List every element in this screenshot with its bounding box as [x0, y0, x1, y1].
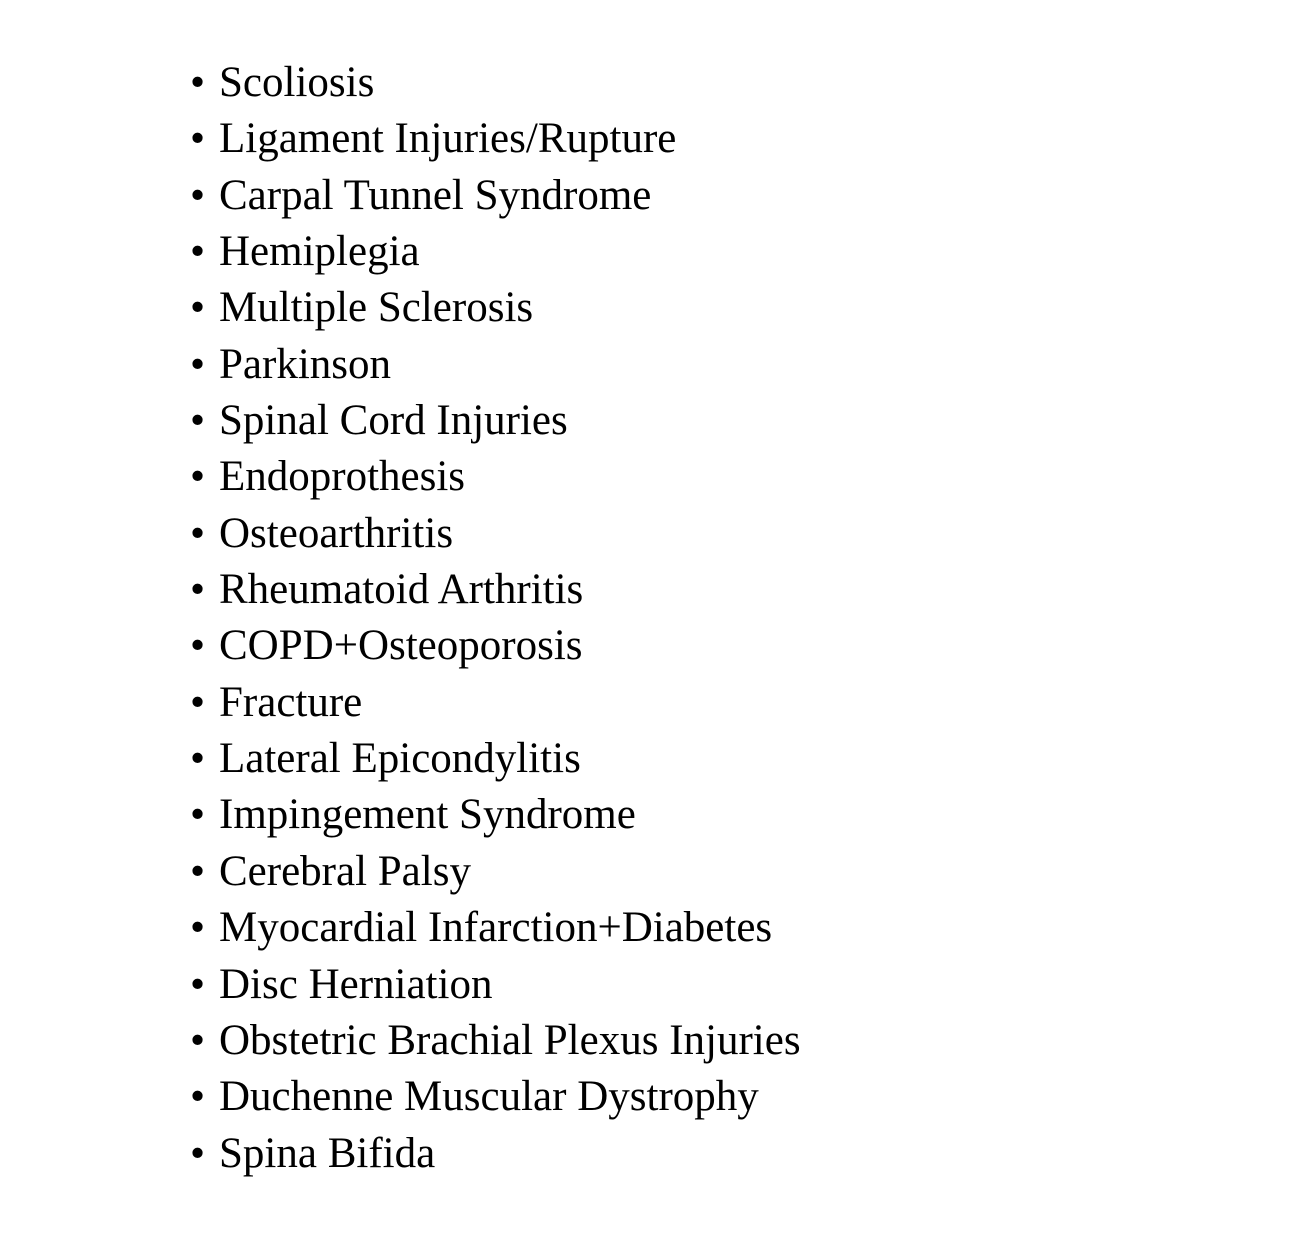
bullet-icon: • [190, 59, 206, 106]
list-item [190, 1013, 801, 1069]
list-item-label: Cerebral Palsy [219, 847, 471, 895]
list-item [190, 55, 801, 111]
list-item [190, 900, 801, 956]
list-item [190, 111, 801, 167]
bullet-icon: • [190, 960, 206, 1008]
list-item-label: Fracture [219, 678, 363, 726]
bullet-icon: • [190, 1129, 206, 1177]
bullet-icon: • [190, 622, 206, 670]
list-item [190, 731, 801, 787]
list-item [190, 393, 801, 449]
list-item [190, 224, 801, 280]
list-item-label: COPD+Osteoporosis [219, 622, 583, 670]
bullet-icon: • [190, 115, 206, 163]
list-item-label: Disc Herniation [219, 960, 493, 1008]
bullet-icon: • [190, 340, 206, 388]
list-item [190, 168, 801, 224]
list-item [190, 618, 801, 674]
bullet-icon: • [190, 284, 206, 332]
list-item-label: Spinal Cord Injuries [219, 397, 568, 445]
list-item [190, 280, 801, 336]
list-item [190, 844, 801, 900]
bullet-icon: • [190, 509, 206, 557]
list-item-label: Myocardial Infarction+Diabetes [219, 904, 773, 952]
bullet-icon: • [190, 1073, 206, 1121]
list-item-label: Endoprothesis [219, 453, 466, 501]
bullet-icon: • [190, 791, 206, 839]
list-item-label: Spina Bifida [219, 1129, 436, 1177]
list-item-label: Obstetric Brachial Plexus Injuries [219, 1016, 801, 1064]
list-item-label: Lateral Epicondylitis [219, 735, 581, 783]
list-item-label: Parkinson [219, 340, 391, 388]
conditions-list [190, 55, 801, 1182]
list-item [190, 1069, 801, 1125]
bullet-icon: • [190, 566, 206, 614]
list-item-label: Carpal Tunnel Syndrome [219, 171, 652, 219]
list-item [190, 506, 801, 562]
list-item-label: Impingement Syndrome [219, 791, 636, 839]
bullet-icon: • [190, 228, 206, 276]
list-item-label: Osteoarthritis [219, 509, 454, 557]
bullet-icon: • [190, 678, 206, 726]
list-item-label: Duchenne Muscular Dystrophy [219, 1073, 759, 1121]
list-item-label: Scoliosis [219, 59, 375, 106]
list-item [190, 787, 801, 843]
bullet-icon: • [190, 453, 206, 501]
bullet-icon: • [190, 397, 206, 445]
list-item [190, 1126, 801, 1182]
list-item-label: Multiple Sclerosis [219, 284, 534, 332]
list-item [190, 675, 801, 731]
list-item-label: Hemiplegia [219, 228, 420, 276]
list-item [190, 957, 801, 1013]
bullet-icon: • [190, 904, 206, 952]
list-item [190, 337, 801, 393]
list-item-label: Rheumatoid Arthritis [219, 566, 584, 614]
bullet-icon: • [190, 171, 206, 219]
bullet-icon: • [190, 1016, 206, 1064]
list-item [190, 449, 801, 505]
list-item-label: Ligament Injuries/Rupture [219, 115, 677, 163]
bullet-icon: • [190, 735, 206, 783]
list-item [190, 562, 801, 618]
bullet-icon: • [190, 847, 206, 895]
